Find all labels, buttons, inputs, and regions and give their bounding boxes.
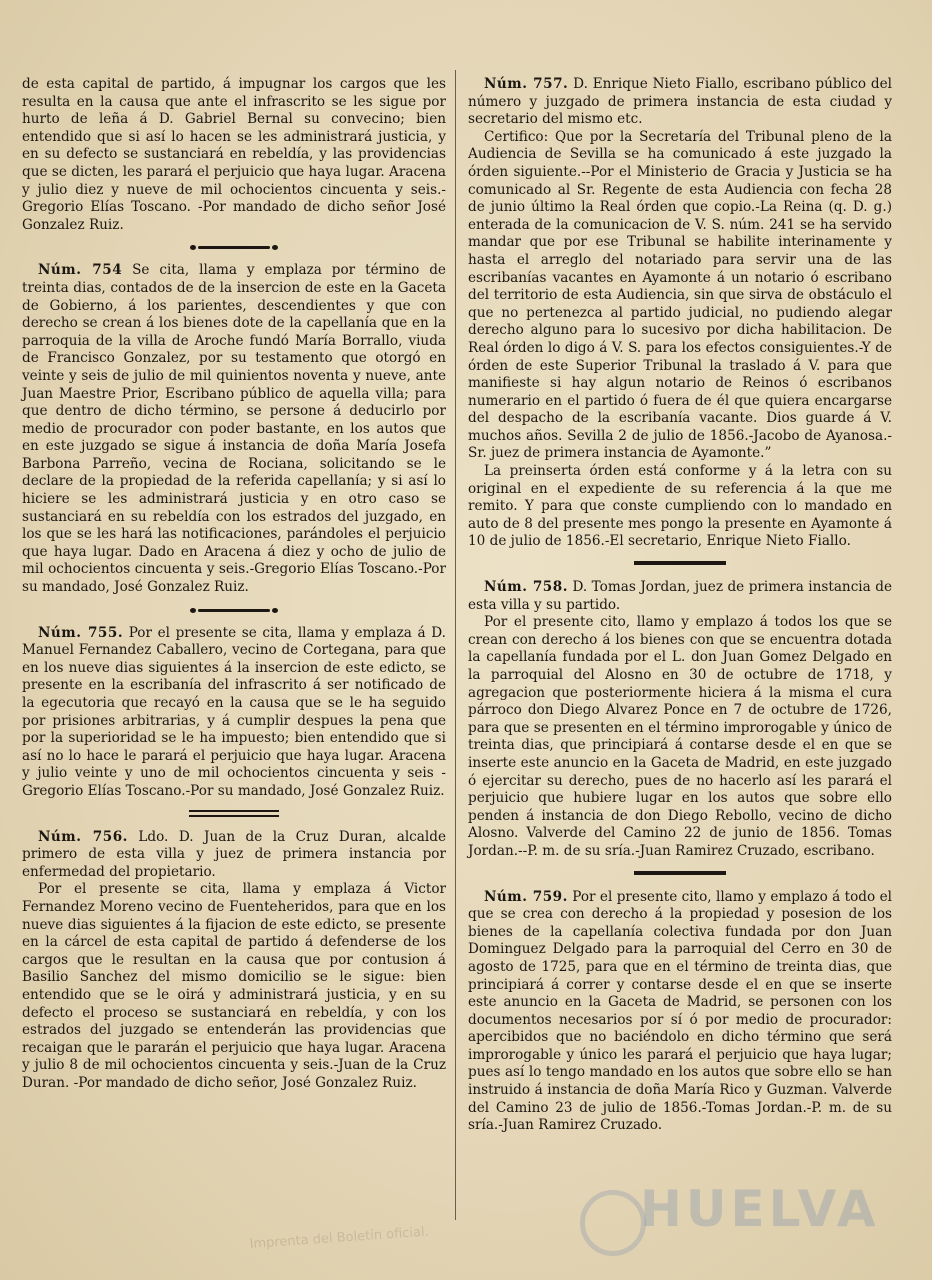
notice-759: [468, 889, 892, 1135]
ornamental-separator: [22, 236, 446, 258]
notice-754: [22, 262, 446, 596]
notice-text: Ldo. D. Juan de la Cruz Duran, alcalde primero de esta villa y juez de primera instancia por enfermedad del propietario.: [22, 828, 446, 880]
notice-758: [468, 579, 892, 861]
column-divider: [455, 70, 456, 1220]
notice-text: D. Tomas Jordan, juez de primera instancia de esta villa y su partido.: [468, 579, 892, 613]
notice-757: [468, 76, 892, 551]
notice-text: D. Enrique Nieto Fiallo, escribano público del número y juzgado de primera instancia de esta ciudad y secretario del mismo etc.: [468, 76, 892, 128]
ornamental-separator: [22, 599, 446, 621]
notice-number: Núm. 758.: [484, 579, 568, 596]
notice-text: La preinserta órden está conforme y á la letra con su original en el expediente de su referencia á la que me remito. Y para que conste cumpliendo con lo mandado en auto de 8 del presente mes pongo la presente en Ayamonte á 10 de julio de 1856.-El secretario, Enrique Nieto Fiallo.: [468, 463, 892, 550]
notice-755: [22, 625, 446, 801]
notice-continuation: [22, 76, 446, 234]
notice-number: Núm. 757.: [484, 76, 569, 92]
watermark: HUELVA: [640, 1180, 880, 1238]
notice-text: Certifico: Que por la Secretaría del Tribunal pleno de la Audiencia de Sevilla se ha comunicado á este juzgado la órden siguiente.--Por el Ministerio de Gracia y Justicia se ha comunicado al Sr. Regente de esta Audiencia con fecha 28 de junio último la Real órden que copio.-La Reina (q. D. g.) enterada de la comunicacion de V. S. núm. 241 se ha servido mandar que por ese Tribunal se habilite interinamente y hasta el arreglo del notariado para servir una de las escribanías vacantes en Ayamonte á un notario ó escribano del territorio de esta Audiencia, sin que sirva de obstáculo el que no pertenezca al partido judicial, no pudiendo alegar derecho alguno para lo sucesivo por dicha habilitacion. De Real órden lo digo á V. S. para los efectos consiguientes.-Y de órden de este Superior Tribunal la traslado á V. para que manifieste si hay algun notario de Reinos ó escribanos numerario en el partido ó fuera de él que quiera encargarse del despacho de la escribanía vacante. Dios guarde á V. muchos años. Sevilla 2 de julio de 1856.-Jacobo de Ayanosa.-Sr. juez de primera instancia de Ayamonte.”: [468, 128, 892, 462]
thick-rule-separator: [468, 553, 892, 575]
double-rule-separator: [22, 803, 446, 825]
thick-rule-separator: [468, 863, 892, 885]
notice-number: Núm. 755.: [38, 624, 124, 641]
notice-number: Núm. 754: [38, 262, 123, 279]
watermark-logo-icon: [580, 1190, 646, 1256]
left-column: [22, 76, 446, 1092]
notice-756: [22, 829, 446, 1093]
faded-stamp: Imprenta del Boletín oficial.: [249, 1224, 430, 1252]
notice-text: Por el presente cito, llamo y emplazo á todos los que se crean con derecho á los bienes con que se encuentra dotada la capellanía fundada por el L. don Juan Gomez Delgado en la parroquial del Alosno en 30 de octubre de 1718, y agregacion que posteriormente hiciera á la misma el cura párroco don Diego Alvarez Ponce en 7 de octubre de 1726, para que se presenten en el término improrogable y único de treinta dias, que principiará á contarse desde el en que se inserte este anuncio en la Gaceta de Madrid, en este juzgado ó ejercitar su derecho, pues de no hacerlo así les parará el perjuicio que hubiere lugar en los autos que sobre ello penden á instancia de don Diego Rebollo, vecino de dicho Alosno. Valverde del Camino 22 de junio de 1856. Tomas Jordan.--P. m. de su sría.-Juan Ramirez Cruzado, escribano.: [468, 614, 892, 859]
notice-text: Por el presente cito, llamo y emplazo á todo el que se crea con derecho á la propiedad y posesion de los bienes de la capellanía colectiva fundada por don Juan Dominguez Delgado para la parroquial del Cerro en 30 de agosto de 1725, para que en el término de treinta dias, que principiará á correr y contarse desde el en que se inserte este anuncio en la Gaceta de Madrid, se personen con los documentos necesarios por sí ó por medio de procurador: apercibidos que no baciéndolo en dicho término que será improrogable y único les parará el perjuicio que haya lugar; pues así lo tengo mandado en los autos que sobre ello se han instruido á instancia de doña María Rico y Guzman. Valverde del Camino 23 de julio de 1856.-Tomas Jordan.-P. m. de su sría.-Juan Ramirez Cruzado.: [468, 888, 892, 1134]
notice-text: Se cita, llama y emplaza por término de treinta dias, contados de de la insercion de este en la Gaceta de Gobierno, á los parientes, descendientes y que con derecho se crean á los bienes dote de la capellanía que en la parroquia de la villa de Aroche fundó María Borrallo, viuda de Francisco Gonzalez, por su testamento que otorgó en veinte y seis de julio de mil quinientos noventa y nueve, ante Juan Maestre Prior, Escribano público de aquella villa; para que dentro de dicho término, se persone á deducirlo por medio de procurador con poder bastante, en los autos que en este juzgado se sigue á instancia de doña María Josefa Barbona Parreño, vecina de Rociana, solicitando se le declare de la propiedad de la referida capellanía; y si así lo hiciere se les administrará justicia y en otro caso se sustanciará en su rebeldía con los estrados del juzgado, en los que se les hará las notificaciones, parándoles el perjuicio que haya lugar. Dado en Aracena á diez y ocho de julio de mil ochocientos cincuenta y seis.-Gregorio Elías Toscano.-Por su mandado, José Gonzalez Ruiz.: [22, 262, 446, 596]
notice-text: Por el presente se cita, llama y emplaza á D. Manuel Fernandez Caballero, vecino de Cortegana, para que en los nueve dias siguientes á la insercion de este edicto, se presente en la escribanía del infrascrito á ser notificado de la egecutoria que recayó en la causa que se le ha seguido por prisiones arbitrarias, y á cumplir despues la pena que por la superioridad se le ha impuesto; bien entendido que si así no lo hace le parará el perjuicio que haya lugar. Aracena y julio veinte y uno de mil ochocientos cincuenta y seis -Gregorio Elías Toscano.-Por su mandado, José Gonzalez Ruiz.: [22, 624, 446, 799]
notice-text: Por el presente se cita, llama y emplaza á Victor Fernandez Moreno vecino de Fuenteheridos, para que en los nueve dias siguientes á la fijacion de este edicto, se presente en la cárcel de esta capital de partido á defenderse de los cargos que le resultan en la causa que por contusion á Basilio Sanchez del mismo domicilio se le sigue: bien entendido que se le oirá y administrará justicia, y en su defecto el proceso se sustanciará en rebeldía, y con los estrados del juzgado se entenderán las providencias que recaigan que le pararán el perjuicio que haya lugar. Aracena y julio 8 de mil ochocientos cincuenta y seis.-Juan de la Cruz Duran. -Por mandado de dicho señor, José Gonzalez Ruiz.: [22, 881, 446, 1091]
notice-number: Núm. 756.: [38, 828, 128, 845]
right-column: [468, 76, 892, 1135]
notice-text: de esta capital de partido, á impugnar los cargos que les resulta en la causa que ante el infrascrito se les sigue por hurto de leña á D. Gabriel Bernal su convecino; bien entendido que si así lo hacen se les administrará justicia, y en su defecto se sustanciará en rebeldía, y las providencias que se dicten, les parará el perjuicio que haya lugar. Aracena y julio diez y nueve de mil ochocientos cincuenta y seis.-Gregorio Elías Toscano. -Por mandado de dicho señor José Gonzalez Ruiz.: [22, 76, 446, 233]
notice-number: Núm. 759.: [484, 888, 568, 905]
